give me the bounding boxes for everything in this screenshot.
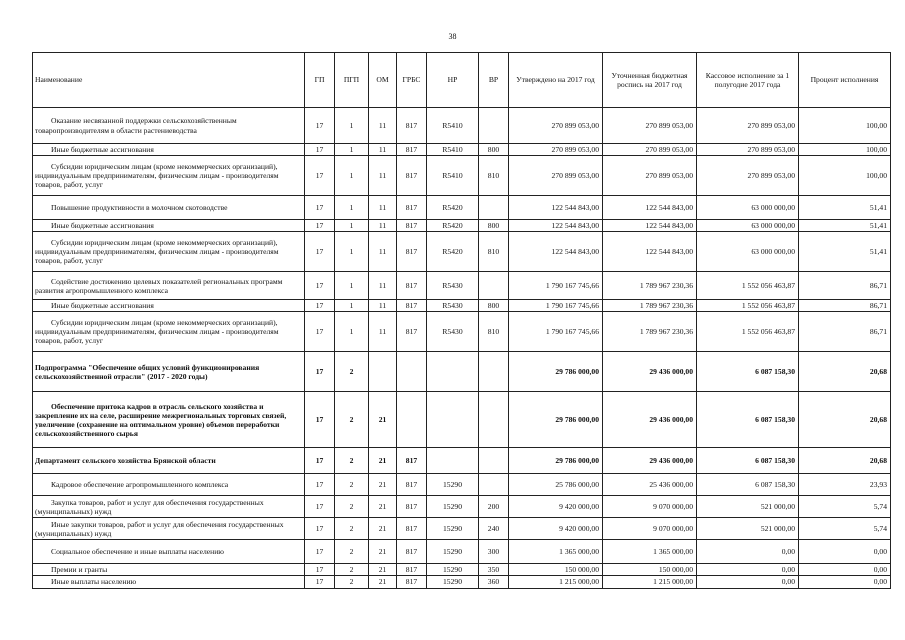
cell-gp: 17 xyxy=(305,448,335,474)
cell-refined: 270 899 053,00 xyxy=(603,108,697,144)
cell-refined: 29 436 000,00 xyxy=(603,352,697,392)
cell-name: Субсидии юридическим лицам (кроме некоммерческих организаций), индивидуальным предпринимателям, физическим лицам - производителям товаров, работ, услуг xyxy=(33,156,305,196)
cell-vr xyxy=(479,448,509,474)
cell-name: Социальное обеспечение и иные выплаты населению xyxy=(33,540,305,564)
cell-cash: 270 899 053,00 xyxy=(697,108,799,144)
cell-name: Обеспечение притока кадров в отрасль сельского хозяйства и закрепление их на селе, расширение межрегиональных торговых связей, увеличение (сохранение на оптимальном уровне) объемов переработки сельскохозяйственного сырья xyxy=(33,392,305,448)
header-refined: Уточненная бюджетная роспись на 2017 год xyxy=(603,53,697,108)
cell-name: Иные выплаты населению xyxy=(33,576,305,588)
cell-gp: 17 xyxy=(305,576,335,588)
cell-approved: 25 786 000,00 xyxy=(509,474,603,496)
cell-grbs: 817 xyxy=(397,300,427,312)
cell-percent: 86,71 xyxy=(799,312,891,352)
cell-om: 21 xyxy=(369,474,397,496)
cell-refined: 122 544 843,00 xyxy=(603,196,697,220)
cell-vr: 800 xyxy=(479,300,509,312)
cell-cash: 270 899 053,00 xyxy=(697,144,799,156)
cell-name: Иные бюджетные ассигнования xyxy=(33,220,305,232)
table-row xyxy=(33,474,891,496)
cell-vr: 800 xyxy=(479,220,509,232)
cell-om: 21 xyxy=(369,576,397,588)
cell-gp: 17 xyxy=(305,220,335,232)
cell-approved: 9 420 000,00 xyxy=(509,518,603,540)
header-name: Наименование xyxy=(33,53,305,108)
cell-percent: 20,68 xyxy=(799,448,891,474)
cell-refined: 150 000,00 xyxy=(603,564,697,576)
cell-cash: 63 000 000,00 xyxy=(697,220,799,232)
cell-np: R5410 xyxy=(427,144,479,156)
cell-np: R5430 xyxy=(427,272,479,300)
cell-refined: 29 436 000,00 xyxy=(603,392,697,448)
cell-vr: 200 xyxy=(479,496,509,518)
cell-grbs: 817 xyxy=(397,220,427,232)
cell-vr xyxy=(479,352,509,392)
table-row xyxy=(33,300,891,312)
cell-cash: 6 087 158,30 xyxy=(697,448,799,474)
cell-name: Закупка товаров, работ и услуг для обеспечения государственных (муниципальных) нужд xyxy=(33,496,305,518)
header-approved: Утверждено на 2017 год xyxy=(509,53,603,108)
cell-refined: 270 899 053,00 xyxy=(603,144,697,156)
cell-percent: 20,68 xyxy=(799,392,891,448)
cell-np: 15290 xyxy=(427,540,479,564)
cell-pgp: 1 xyxy=(335,312,369,352)
cell-cash: 1 552 056 463,87 xyxy=(697,300,799,312)
cell-pgp: 2 xyxy=(335,576,369,588)
cell-grbs: 817 xyxy=(397,156,427,196)
cell-percent: 100,00 xyxy=(799,144,891,156)
cell-name: Повышение продуктивности в молочном скотоводстве xyxy=(33,196,305,220)
cell-om: 11 xyxy=(369,272,397,300)
cell-approved: 270 899 053,00 xyxy=(509,144,603,156)
cell-om: 11 xyxy=(369,312,397,352)
cell-pgp: 2 xyxy=(335,564,369,576)
cell-vr xyxy=(479,392,509,448)
table-header-row xyxy=(33,53,891,108)
cell-approved: 122 544 843,00 xyxy=(509,220,603,232)
cell-refined: 1 789 967 230,36 xyxy=(603,272,697,300)
cell-approved: 9 420 000,00 xyxy=(509,496,603,518)
header-percent: Процент исполнения xyxy=(799,53,891,108)
cell-pgp: 2 xyxy=(335,518,369,540)
cell-gp: 17 xyxy=(305,312,335,352)
header-cash: Кассовое исполнение за 1 полугодие 2017 года xyxy=(697,53,799,108)
cell-np: R5420 xyxy=(427,196,479,220)
cell-name: Субсидии юридическим лицам (кроме некоммерческих организаций), индивидуальным предпринимателям, физическим лицам - производителям товаров, работ, услуг xyxy=(33,232,305,272)
cell-om: 11 xyxy=(369,196,397,220)
cell-cash: 6 087 158,30 xyxy=(697,392,799,448)
cell-approved: 1 790 167 745,66 xyxy=(509,300,603,312)
cell-percent: 86,71 xyxy=(799,272,891,300)
cell-name: Субсидии юридическим лицам (кроме некоммерческих организаций), индивидуальным предпринимателям, физическим лицам - производителям товаров, работ, услуг xyxy=(33,312,305,352)
cell-np: R5430 xyxy=(427,300,479,312)
cell-cash: 63 000 000,00 xyxy=(697,196,799,220)
cell-cash: 63 000 000,00 xyxy=(697,232,799,272)
cell-refined: 122 544 843,00 xyxy=(603,220,697,232)
cell-vr xyxy=(479,272,509,300)
cell-percent: 20,68 xyxy=(799,352,891,392)
cell-gp: 17 xyxy=(305,196,335,220)
cell-refined: 122 544 843,00 xyxy=(603,232,697,272)
table-row xyxy=(33,108,891,144)
cell-np xyxy=(427,392,479,448)
cell-approved: 150 000,00 xyxy=(509,564,603,576)
cell-om: 21 xyxy=(369,448,397,474)
cell-percent: 23,93 xyxy=(799,474,891,496)
cell-name: Иные бюджетные ассигнования xyxy=(33,144,305,156)
cell-om: 21 xyxy=(369,540,397,564)
header-om: ОМ xyxy=(369,53,397,108)
cell-grbs: 817 xyxy=(397,108,427,144)
cell-om: 11 xyxy=(369,300,397,312)
cell-gp: 17 xyxy=(305,474,335,496)
cell-np xyxy=(427,352,479,392)
cell-name: Содействие достижению целевых показателей региональных программ развития агропромышленного комплекса xyxy=(33,272,305,300)
cell-name: Департамент сельского хозяйства Брянской области xyxy=(33,448,305,474)
cell-gp: 17 xyxy=(305,108,335,144)
header-grbs: ГРБС xyxy=(397,53,427,108)
cell-percent: 5,74 xyxy=(799,496,891,518)
cell-gp: 17 xyxy=(305,392,335,448)
cell-approved: 29 786 000,00 xyxy=(509,392,603,448)
cell-vr: 800 xyxy=(479,144,509,156)
cell-cash: 1 552 056 463,87 xyxy=(697,272,799,300)
cell-cash: 6 087 158,30 xyxy=(697,352,799,392)
cell-om xyxy=(369,352,397,392)
cell-grbs: 817 xyxy=(397,540,427,564)
cell-percent: 0,00 xyxy=(799,564,891,576)
cell-grbs: 817 xyxy=(397,474,427,496)
cell-om: 21 xyxy=(369,518,397,540)
cell-approved: 1 790 167 745,66 xyxy=(509,312,603,352)
cell-vr: 810 xyxy=(479,232,509,272)
cell-gp: 17 xyxy=(305,496,335,518)
table-row xyxy=(33,496,891,518)
cell-grbs: 817 xyxy=(397,272,427,300)
table-row xyxy=(33,518,891,540)
page-number: 38 xyxy=(448,32,457,41)
cell-pgp: 1 xyxy=(335,220,369,232)
cell-percent: 51,41 xyxy=(799,196,891,220)
cell-grbs: 817 xyxy=(397,232,427,272)
cell-np: 15290 xyxy=(427,496,479,518)
cell-pgp: 2 xyxy=(335,540,369,564)
cell-pgp: 1 xyxy=(335,108,369,144)
cell-pgp: 2 xyxy=(335,392,369,448)
table-row xyxy=(33,564,891,576)
cell-pgp: 1 xyxy=(335,272,369,300)
cell-name: Иные бюджетные ассигнования xyxy=(33,300,305,312)
cell-grbs: 817 xyxy=(397,448,427,474)
cell-om: 11 xyxy=(369,220,397,232)
cell-om: 11 xyxy=(369,108,397,144)
cell-np: R5420 xyxy=(427,232,479,272)
cell-vr: 360 xyxy=(479,576,509,588)
cell-np: R5410 xyxy=(427,108,479,144)
cell-pgp: 1 xyxy=(335,196,369,220)
cell-grbs: 817 xyxy=(397,196,427,220)
cell-percent: 86,71 xyxy=(799,300,891,312)
cell-cash: 0,00 xyxy=(697,576,799,588)
cell-grbs: 817 xyxy=(397,496,427,518)
cell-np: 15290 xyxy=(427,518,479,540)
cell-pgp: 2 xyxy=(335,496,369,518)
cell-percent: 5,74 xyxy=(799,518,891,540)
cell-refined: 9 070 000,00 xyxy=(603,496,697,518)
cell-approved: 270 899 053,00 xyxy=(509,156,603,196)
cell-vr: 350 xyxy=(479,564,509,576)
cell-refined: 1 215 000,00 xyxy=(603,576,697,588)
cell-approved: 1 215 000,00 xyxy=(509,576,603,588)
cell-grbs: 817 xyxy=(397,518,427,540)
cell-np: 15290 xyxy=(427,576,479,588)
cell-pgp: 1 xyxy=(335,144,369,156)
cell-grbs: 817 xyxy=(397,144,427,156)
cell-gp: 17 xyxy=(305,232,335,272)
cell-approved: 29 786 000,00 xyxy=(509,352,603,392)
table-row xyxy=(33,272,891,300)
cell-vr xyxy=(479,474,509,496)
cell-approved: 122 544 843,00 xyxy=(509,232,603,272)
cell-pgp: 1 xyxy=(335,156,369,196)
cell-refined: 1 365 000,00 xyxy=(603,540,697,564)
cell-grbs: 817 xyxy=(397,564,427,576)
cell-pgp: 1 xyxy=(335,232,369,272)
cell-cash: 521 000,00 xyxy=(697,496,799,518)
cell-cash: 521 000,00 xyxy=(697,518,799,540)
cell-om: 11 xyxy=(369,144,397,156)
cell-name: Подпрограмма "Обеспечение общих условий функционирования сельскохозяйственной отрасли" (2017 - 2020 годы) xyxy=(33,352,305,392)
cell-om: 11 xyxy=(369,156,397,196)
table-row xyxy=(33,392,891,448)
cell-om: 11 xyxy=(369,232,397,272)
table-row xyxy=(33,352,891,392)
cell-percent: 0,00 xyxy=(799,540,891,564)
cell-grbs: 817 xyxy=(397,576,427,588)
cell-refined: 1 789 967 230,36 xyxy=(603,312,697,352)
cell-om: 21 xyxy=(369,564,397,576)
cell-cash: 1 552 056 463,87 xyxy=(697,312,799,352)
cell-refined: 9 070 000,00 xyxy=(603,518,697,540)
budget-table xyxy=(32,52,891,589)
cell-grbs: 817 xyxy=(397,312,427,352)
cell-cash: 270 899 053,00 xyxy=(697,156,799,196)
cell-refined: 270 899 053,00 xyxy=(603,156,697,196)
cell-np: 15290 xyxy=(427,474,479,496)
cell-cash: 0,00 xyxy=(697,540,799,564)
table-row xyxy=(33,144,891,156)
table-row xyxy=(33,540,891,564)
cell-approved: 122 544 843,00 xyxy=(509,196,603,220)
header-gp: ГП xyxy=(305,53,335,108)
cell-np: R5430 xyxy=(427,312,479,352)
table-row xyxy=(33,196,891,220)
cell-gp: 17 xyxy=(305,540,335,564)
cell-approved: 29 786 000,00 xyxy=(509,448,603,474)
cell-om: 21 xyxy=(369,392,397,448)
cell-gp: 17 xyxy=(305,144,335,156)
cell-np: R5410 xyxy=(427,156,479,196)
cell-refined: 29 436 000,00 xyxy=(603,448,697,474)
cell-name: Кадровое обеспечение агропромышленного комплекса xyxy=(33,474,305,496)
cell-approved: 1 365 000,00 xyxy=(509,540,603,564)
cell-refined: 1 789 967 230,36 xyxy=(603,300,697,312)
cell-name: Иные закупки товаров, работ и услуг для обеспечения государственных (муниципальных) нужд xyxy=(33,518,305,540)
header-np: НР xyxy=(427,53,479,108)
cell-approved: 270 899 053,00 xyxy=(509,108,603,144)
cell-approved: 1 790 167 745,66 xyxy=(509,272,603,300)
table-row xyxy=(33,156,891,196)
cell-percent: 0,00 xyxy=(799,576,891,588)
cell-gp: 17 xyxy=(305,156,335,196)
cell-cash: 6 087 158,30 xyxy=(697,474,799,496)
cell-gp: 17 xyxy=(305,352,335,392)
cell-pgp: 1 xyxy=(335,300,369,312)
table-row xyxy=(33,220,891,232)
cell-vr: 810 xyxy=(479,312,509,352)
cell-np: R5420 xyxy=(427,220,479,232)
cell-np: 15290 xyxy=(427,564,479,576)
cell-vr xyxy=(479,108,509,144)
cell-vr xyxy=(479,196,509,220)
cell-percent: 100,00 xyxy=(799,156,891,196)
cell-pgp: 2 xyxy=(335,448,369,474)
cell-name: Премии и гранты xyxy=(33,564,305,576)
cell-grbs xyxy=(397,392,427,448)
cell-pgp: 2 xyxy=(335,474,369,496)
cell-gp: 17 xyxy=(305,518,335,540)
cell-percent: 51,41 xyxy=(799,232,891,272)
table-row xyxy=(33,312,891,352)
cell-cash: 0,00 xyxy=(697,564,799,576)
cell-vr: 240 xyxy=(479,518,509,540)
table-row xyxy=(33,448,891,474)
header-vr: ВР xyxy=(479,53,509,108)
cell-refined: 25 436 000,00 xyxy=(603,474,697,496)
cell-gp: 17 xyxy=(305,272,335,300)
cell-om: 21 xyxy=(369,496,397,518)
cell-percent: 51,41 xyxy=(799,220,891,232)
table-row xyxy=(33,576,891,588)
cell-vr: 810 xyxy=(479,156,509,196)
cell-gp: 17 xyxy=(305,564,335,576)
cell-pgp: 2 xyxy=(335,352,369,392)
cell-gp: 17 xyxy=(305,300,335,312)
table-row xyxy=(33,232,891,272)
cell-percent: 100,00 xyxy=(799,108,891,144)
header-pgp: ПГП xyxy=(335,53,369,108)
cell-name: Оказание несвязанной поддержки сельскохозяйственным товаропроизводителям в области растениеводства xyxy=(33,108,305,144)
cell-grbs xyxy=(397,352,427,392)
cell-vr: 300 xyxy=(479,540,509,564)
cell-np xyxy=(427,448,479,474)
